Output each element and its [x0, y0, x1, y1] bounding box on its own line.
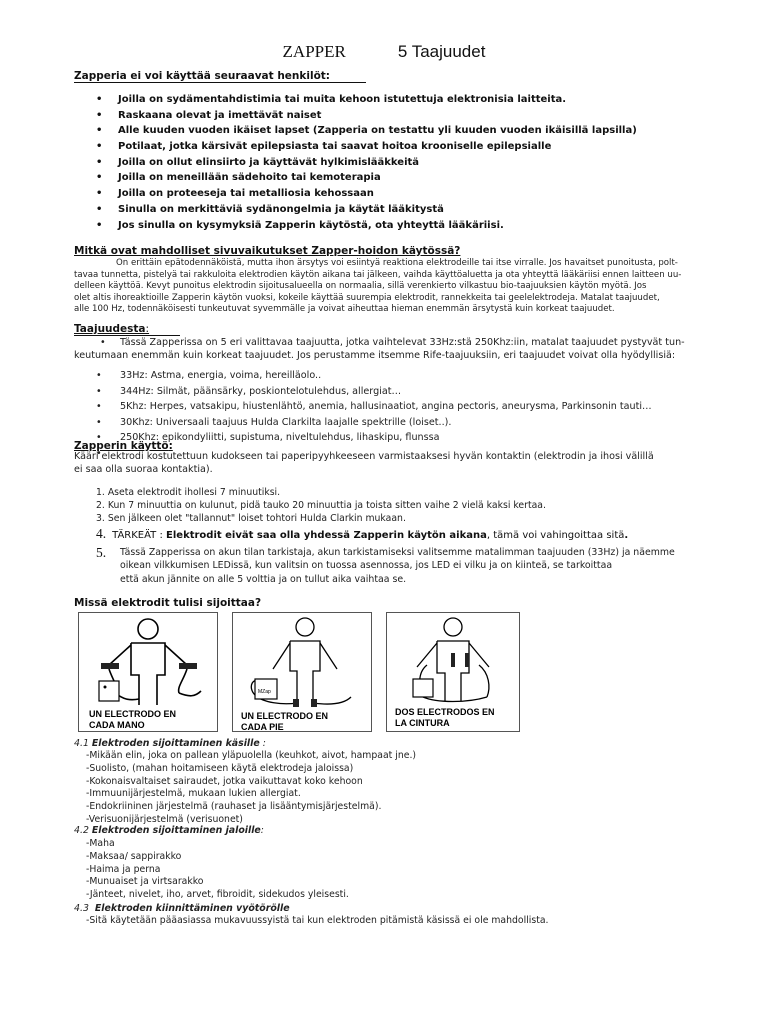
- section-title: Elektroden sijoittaminen käsille: [91, 738, 260, 749]
- figure-caption: [395, 707, 519, 728]
- usage-heading-text: Zapperin käyttö: [74, 440, 169, 452]
- title-zapper: ZAPPER: [282, 42, 346, 61]
- step-item: 1. Aseta elektrodit ihollesi 7 minuutiksi.: [96, 487, 281, 498]
- section-title: Elektroden kiinnittäminen vyötörölle: [94, 903, 290, 914]
- section-suffix: :: [260, 825, 264, 836]
- note-suffix: , tämä voi vahingoittaa sitä: [486, 530, 625, 541]
- heading-colon: :: [168, 440, 173, 452]
- paragraph-line: olet altis ihoreaktioille Zapperin käytön vuoksi, kokeile käyttää suurempia elektrodit, rannekkeita tai geelelektrodeja. Matalat taajuudet,: [74, 292, 660, 303]
- list-item: -Sitä käytetään pääasiassa mukavuussyistä tai kun elektroden pitämistä käsissä ei ole mahdollista.: [86, 915, 549, 926]
- section-waist-heading: [74, 903, 290, 914]
- figure-waist: [386, 612, 520, 732]
- list-item: -Haima ja perna: [86, 863, 161, 875]
- list-item: • Raskaana olevat ja imettävät naiset: [96, 108, 637, 124]
- list-item: -Jänteet, nivelet, iho, arvet, fibroidit, sidekudos yleisesti.: [86, 889, 349, 901]
- note-line: että akun jännite on alle 5 volttia ja on tullut aika vaihtaa se.: [120, 573, 407, 585]
- caption-line: CADA MANO: [89, 719, 145, 730]
- device-label: MZap: [258, 689, 271, 695]
- step-item: 3. Sen jälkeen olet "tallannut" loiset tohtori Hulda Clarkin mukaan.: [96, 513, 406, 525]
- caption-line: UN ELECTRODO EN: [89, 709, 177, 719]
- list-item: • Sinulla on merkittäviä sydänongelmia ja käytät lääkitystä: [96, 202, 637, 218]
- frequency-list: [96, 368, 652, 461]
- caption-line: UN ELECTRODO EN: [241, 711, 329, 721]
- intro-line: keutumaan enemmän kuin korkeat taajuudet. Jos perustamme itsemme Rife-taajuuksiin, eri taajuudet voivat olla hyödyllisiä:: [74, 350, 676, 361]
- list-item: -Endokriininen järjestelmä (rauhaset ja lisääntymisjärjestelmä).: [86, 801, 382, 813]
- list-item: • Joilla on proteeseja tai metalliosia kehossaan: [96, 186, 637, 202]
- battery-note-number: [96, 545, 112, 561]
- list-item: -Maha: [86, 838, 115, 849]
- list-item: • Joilla on sydämentahdistimia tai muita kehoon istutettuja elektronisia laitteita.: [96, 92, 637, 108]
- list-item: • Jos sinulla on kysymyksiä Zapperin käytöstä, ota yhteyttä lääkäriisi.: [96, 218, 637, 234]
- contraindications-list: [96, 92, 637, 233]
- frequencies-intro: [74, 336, 685, 362]
- frequencies-heading-text: Taajuudesta: [74, 323, 146, 335]
- list-item: • 30Khz: Universaali taajuus Hulda Clarkilta laajalle spektrille (loiset..).: [96, 415, 652, 431]
- list-item: • Potilaat, jotka kärsivät epilepsiasta tai saavat hoitoa krooniselle epilepsialle: [96, 139, 637, 155]
- list-item: • 250Khz: epikondyliitti, supistuma, niveltulehdus, lihaskipu, flunssa: [96, 430, 652, 446]
- section-number: 4.1: [74, 738, 89, 749]
- important-note: [96, 526, 628, 542]
- heading-colon: :: [145, 323, 150, 335]
- figure-feet: [232, 612, 372, 732]
- list-item: -Immuunijärjestelmä, mukaan lukien allergiat.: [86, 788, 301, 800]
- note-warning: Elektrodit eivät saa olla yhdessä Zapperin käytön aikana: [166, 530, 487, 541]
- section-feet-list: [86, 838, 349, 902]
- page-title: [0, 42, 768, 62]
- intro-line: [74, 336, 685, 349]
- paragraph-line: On erittäin epätodennäköistä, mutta ihon ärsytys voi esiintyä reaktiona elektrodeille tai itse virralle. Jos havaitset punoitusta, polt-: [116, 258, 678, 268]
- side-effects-paragraph: [74, 258, 681, 316]
- caption-line: LA CINTURA: [395, 717, 450, 728]
- section-number: 4.2: [74, 825, 89, 836]
- list-item: -Munuaiset ja virtsarakko: [86, 876, 204, 888]
- paragraph-line: alle 100 Hz, todennäköisesti tunkeutuvat syvemmälle ja voivat aiheuttaa hieman enemmän ärsytystä kuin korkeat taajuudet.: [74, 304, 615, 315]
- list-item: -Kokonaisvaltaiset sairaudet, jotka vaikuttavat koko kehoon: [86, 775, 363, 787]
- usage-steps: [96, 486, 546, 526]
- section-feet-heading: [74, 825, 264, 836]
- section-title: Elektroden sijoittaminen jaloille: [91, 825, 261, 836]
- note-line: oikean vilkkumisen LEDissä, kun valitsin on tuossa asennossa, jos LED ei vilku ja on kiinteä, se tarkoittaa: [120, 560, 613, 572]
- usage-line: ei saa olla suoraa kontaktia).: [74, 464, 213, 475]
- caption-line: CADA PIE: [241, 721, 284, 732]
- list-item: • Joilla on meneillään sädehoito tai kemoterapia: [96, 170, 637, 186]
- note-end: .: [624, 530, 629, 541]
- list-item: • Alle kuuden vuoden ikäiset lapset (Zapperia on testattu yli kuuden vuoden ikäisillä lapsilla): [96, 123, 637, 139]
- list-item: • 33Hz: Astma, energia, voima, hereilläolo..: [96, 368, 652, 384]
- battery-note: [120, 546, 675, 586]
- section-suffix: :: [259, 738, 266, 749]
- list-item: -Verisuonijärjestelmä (verisuonet): [86, 813, 243, 825]
- step-number: 5.: [96, 545, 107, 560]
- bullet-icon: •: [100, 337, 106, 348]
- figure-caption: [89, 709, 217, 730]
- paragraph-line: tavaa tunnetta, pistelyä tai rakkuloita elektrodien käytön aikana tai jälkeen, vaihda käyttöaluetta ja ota yhteyttä lääkäriisi ennen laitteen uu-: [74, 269, 682, 280]
- step-item: 2. Kun 7 minuuttia on kulunut, pidä tauko 20 minuuttia ja toista sitten vaihe 2 vielä kaksi kertaa.: [96, 500, 546, 512]
- figure-caption: [241, 711, 371, 732]
- section-waist-list: [86, 915, 549, 928]
- section-hands-list: [86, 750, 416, 827]
- list-item: -Maksaa/ sappirakko: [86, 850, 182, 862]
- placement-heading: Missä elektrodit tulisi sijoittaa?: [74, 597, 262, 609]
- contraindications-heading: Zapperia ei voi käyttää seuraavat henkilöt:: [74, 70, 330, 82]
- list-item: • 5Khz: Herpes, vatsakipu, hiustenlähtö, anemia, hallusinaatiot, angina pectoris, aneurysma, Parkinsonin tauti…: [96, 399, 652, 415]
- heading-underline: [74, 82, 366, 83]
- step-number: 4.: [96, 526, 107, 541]
- section-number: 4.3: [74, 903, 89, 914]
- note-prefix: TÄRKEÄT :: [112, 530, 167, 541]
- note-line: Tässä Zapperissa on akun tilan tarkistaja, akun tarkistamiseksi valitsemme matalimman taajuuden (33Hz) ja näemme: [120, 547, 675, 558]
- figure-hands: [78, 612, 218, 732]
- section-hands-heading: [74, 738, 266, 749]
- side-effects-heading: Mitkä ovat mahdolliset sivuvaikutukset Zapper-hoidon käytössä?: [74, 245, 461, 257]
- caption-line: DOS ELECTRODOS EN: [395, 707, 495, 717]
- list-item: -Mikään elin, joka on pallean yläpuolella (keuhkot, aivot, hampaat jne.): [86, 750, 417, 761]
- list-item: • Joilla on ollut elinsiirto ja käyttävät hylkimislääkkeitä: [96, 155, 637, 171]
- usage-instructions: [74, 450, 654, 476]
- list-item: -Suolisto, (mahan hoitamiseen käytä elektrodeja jaloissa): [86, 762, 354, 774]
- title-frequencies: 5 Taajuudet: [397, 42, 486, 61]
- frequencies-heading: [74, 323, 149, 335]
- intro-line-text: Tässä Zapperissa on 5 eri valittavaa taajuutta, jotka vaihtelevat 33Hz:stä 250Khz:iin, matalat taajuudet pystyvät tun-: [120, 337, 685, 348]
- paragraph-line: delleen käyttöä. Kevyt punoitus elektrodin sijoitusalueella on normaalia, sillä verenkierto vilkastuu bio-taajuuksien käytön myötä. Jos: [74, 281, 647, 292]
- list-item: • 344Hz: Silmät, päänsärky, poskiontelotulehdus, allergiat…: [96, 384, 652, 400]
- usage-line: Kääri elektrodi kostutettuun kudokseen tai paperipyyhkeeseen varmistaaksesi hyvän kontaktin (elektrodin ja ihosi välillä: [74, 451, 654, 462]
